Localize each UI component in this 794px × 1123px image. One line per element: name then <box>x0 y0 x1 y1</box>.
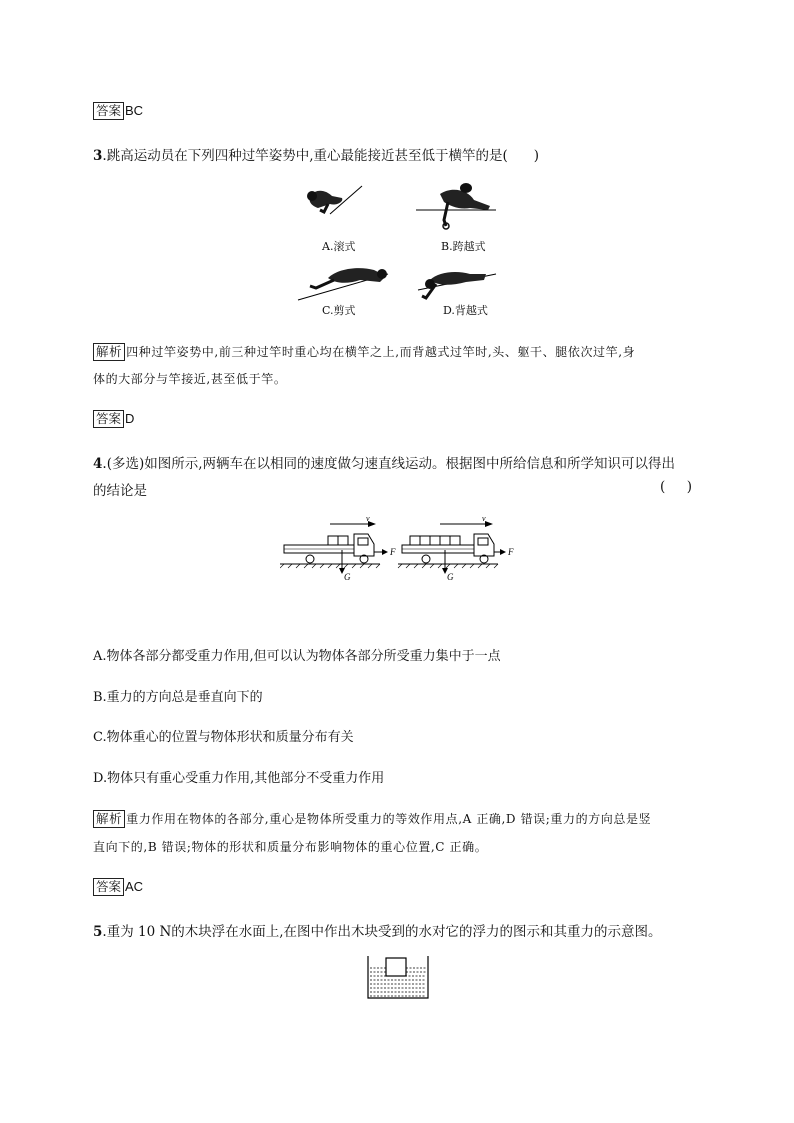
scissors-style-drawing <box>298 268 388 300</box>
q3-stem <box>93 144 539 164</box>
truck-2 <box>398 514 514 582</box>
figure-label-d: D.背越式 <box>443 304 488 317</box>
q2-answer <box>93 102 143 120</box>
question-number: 5 <box>93 924 103 940</box>
trucks-figure <box>280 512 520 584</box>
q3-answer <box>93 410 134 428</box>
q4-answer <box>93 878 143 896</box>
answer-value: AC <box>125 879 144 894</box>
q4-paren: ( ) <box>660 479 692 495</box>
wooden-block <box>386 958 406 976</box>
q5-stem <box>93 920 662 940</box>
figure-label-c: C.剪式 <box>322 304 356 317</box>
question-text: .重为 10 N的木块浮在水面上,在图中作出木块受到的水对它的浮力的图示和其重力的示意图。 <box>102 924 662 940</box>
q4-option-b: B.重力的方向总是垂直向下的 <box>93 690 263 705</box>
figure-label-a: A.滚式 <box>322 240 356 253</box>
gravity-label-2: G <box>447 572 454 582</box>
q4-explanation-line1 <box>93 810 651 828</box>
question-number: 4 <box>93 456 103 472</box>
truck-1 <box>280 514 396 582</box>
explain-tag: 解析 <box>93 343 125 361</box>
explanation-text: 重力作用在物体的各部分,重心是物体所受重力的等效作用点,A 正确,D 错误;重力的方向总是竖 <box>126 812 652 826</box>
force-label-1: F <box>390 547 396 557</box>
gravity-label-1: G <box>344 572 351 582</box>
q4-option-c: C.物体重心的位置与物体形状和质量分布有关 <box>93 730 354 745</box>
q4-stem-line2: 的结论是 <box>93 483 147 499</box>
question-number: 3 <box>93 148 103 164</box>
velocity-label-2: v <box>482 514 486 523</box>
question-text: .(多选)如图所示,两辆车在以相同的速度做匀速直线运动。根据图中所给信息和所学知识可以得出 <box>102 456 676 472</box>
floating-block-figure <box>364 952 432 1002</box>
q4-stem-line1 <box>93 452 675 472</box>
q4-explanation-line2: 直向下的,B 错误;物体的形状和质量分布影响物体的重心位置,C 正确。 <box>93 840 488 854</box>
answer-tag: 答案 <box>93 878 124 896</box>
q4-option-a: A.物体各部分都受重力作用,但可以认为物体各部分所受重力集中于一点 <box>93 649 501 664</box>
figure-label-b: B.跨越式 <box>441 240 486 253</box>
roll-style-drawing <box>307 186 362 214</box>
answer-tag: 答案 <box>93 102 124 120</box>
question-text: .跳高运动员在下列四种过竿姿势中,重心最能接近甚至低于横竿的是( <box>102 148 508 164</box>
velocity-label-1: v <box>366 514 370 523</box>
answer-value: D <box>125 411 135 426</box>
q4-option-d: D.物体只有重心受重力作用,其他部分不受重力作用 <box>93 771 385 786</box>
answer-tag: 答案 <box>93 410 124 428</box>
force-label-2: F <box>508 547 514 557</box>
explanation-text: 四种过竿姿势中,前三种过竿时重心均在横竿之上,而背越式过竿时,头、躯干、腿依次过竿,身 <box>126 345 636 359</box>
explain-tag: 解析 <box>93 810 125 828</box>
answer-value: BC <box>125 103 144 118</box>
question-paren-close: ) <box>533 148 540 164</box>
straddle-style-drawing <box>416 183 496 229</box>
fosbury-style-drawing <box>418 272 496 298</box>
q3-explanation-line2: 体的大部分与竿接近,甚至低于竿。 <box>93 372 287 386</box>
q3-explanation-line1 <box>93 343 635 361</box>
